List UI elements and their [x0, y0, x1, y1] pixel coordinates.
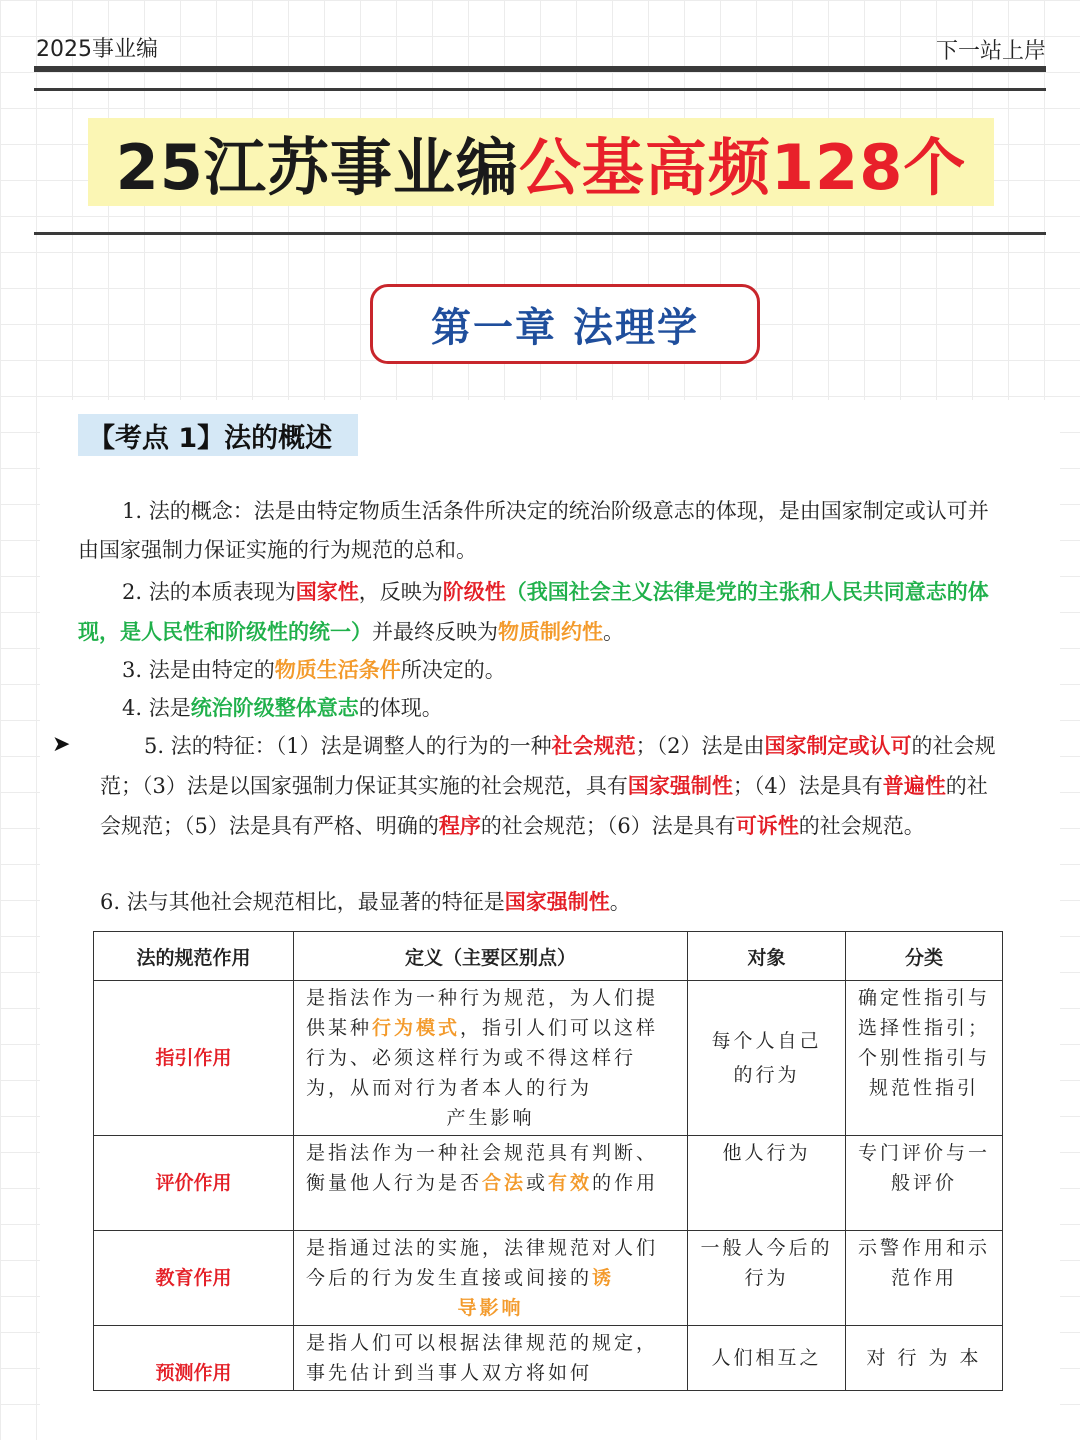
keyword: 程序 [438, 813, 481, 838]
table-cell-object: 每个人自己 的行为 [688, 981, 846, 1136]
keyword: 国家性 [295, 579, 359, 604]
paragraph-4: 4. 法是统治阶级整体意志的体现。 [122, 695, 443, 720]
section-heading: 【考点 1】法的概述 [78, 414, 358, 456]
table-cell-class: 专门评价与一般评价 [846, 1136, 1003, 1231]
keyword: 社会规范 [551, 733, 636, 758]
keyword: 普遍性 [882, 773, 946, 798]
table-cell-function: 评价作用 [94, 1136, 294, 1231]
chapter-badge: 第一章 法理学 [370, 284, 760, 364]
title-black: 25江苏事业编 [115, 130, 519, 204]
table-cell-definition: 是指通过法的实施，法律规范对人们今后的行为发生直接或间接的诱 导影响 [294, 1231, 688, 1326]
title-divider [34, 232, 1046, 235]
table-cell-function: 教育作用 [94, 1231, 294, 1326]
table-cell-object: 人们相互之 [688, 1326, 846, 1391]
title-red: 公基高频128个 [518, 130, 967, 204]
paragraph-5: 5. 法的特征：（1）法是调整人的行为的一种社会规范；（2）法是由国家制定或认可的社会规范；（3）法是以国家强制力保证其实施的社会规范，具有国家强制性；（4）法是具有普遍性的社会规范；（5）法是具有严格、明确的程序的社会规范；（6）法是具有可诉性的社会规范。 [100, 733, 996, 838]
keyword: 国家强制性 [627, 773, 733, 798]
header-divider-thin [34, 88, 1046, 91]
table-cell-object: 一般人今后的行为 [688, 1231, 846, 1326]
table-cell-class: 对 行 为 本 [846, 1326, 1003, 1391]
table-cell-function: 指引作用 [94, 981, 294, 1136]
table-cell-class: 示警作用和示范作用 [846, 1231, 1003, 1326]
table-cell-definition: 是指法作为一种行为规范，为人们提供某种行为模式，指引人们可以这样行为、必须这样行为或不得这样行为，从而对行为者本人的行为 产生影响 [294, 981, 688, 1136]
table-cell-class: 确定性指引与选择性指引；个别性指引与规范性指引 [846, 981, 1003, 1136]
table-cell-function: 预测作用 [94, 1326, 294, 1391]
table-header: 定义（主要区别点） [294, 932, 688, 981]
page-title [88, 118, 994, 206]
header-divider [34, 66, 1046, 72]
table-header-row [94, 932, 1003, 981]
keyword: （我国社会主义法律是党的主张和人民共同意志的体现，是人民性和阶级性的统一） [78, 579, 989, 644]
law-function-table [93, 931, 1003, 1391]
keyword: 国家强制性 [504, 889, 610, 914]
paragraph-2: 2. 法的本质表现为国家性，反映为阶级性（我国社会主义法律是党的主张和人民共同意志的体现，是人民性和阶级性的统一）并最终反映为物质制约性。 [78, 579, 989, 644]
keyword: 统治阶级整体意志 [190, 695, 359, 720]
keyword: 阶级性 [442, 579, 506, 604]
header-right-label: 下一站上岸 [935, 39, 1046, 64]
paragraph-6: 6. 法与其他社会规范相比，最显著的特征是国家强制性。 [100, 889, 631, 914]
table-cell-object: 他人行为 [688, 1136, 846, 1231]
table-header: 对象 [688, 932, 846, 981]
keyword: 可诉性 [735, 813, 799, 838]
keyword: 物质制约性 [498, 619, 603, 644]
paragraph-3: 3. 法是由特定的物质生活条件所决定的。 [122, 657, 506, 682]
arrow-icon: ➤ [52, 732, 71, 757]
table-cell-definition: 是指人们可以根据法律规范的规定，事先估计到当事人双方将如何 [294, 1326, 688, 1391]
table-row [94, 1231, 1003, 1326]
table-header: 分类 [846, 932, 1003, 981]
keyword: 物质生活条件 [274, 657, 401, 682]
table-cell-definition: 是指法作为一种社会规范具有判断、衡量他人行为是否合法或有效的作用 [294, 1136, 688, 1231]
table-row [94, 1326, 1003, 1391]
table-row [94, 981, 1003, 1136]
paragraph-1: 1. 法的概念：法是由特定物质生活条件所决定的统治阶级意志的体现，是由国家制定或认可并由国家强制力保证实施的行为规范的总和。 [78, 499, 989, 562]
table-row [94, 1136, 1003, 1231]
table-header: 法的规范作用 [94, 932, 294, 981]
header-left-label: 2025事业编 [36, 37, 158, 62]
keyword: 国家制定或认可 [764, 733, 912, 758]
